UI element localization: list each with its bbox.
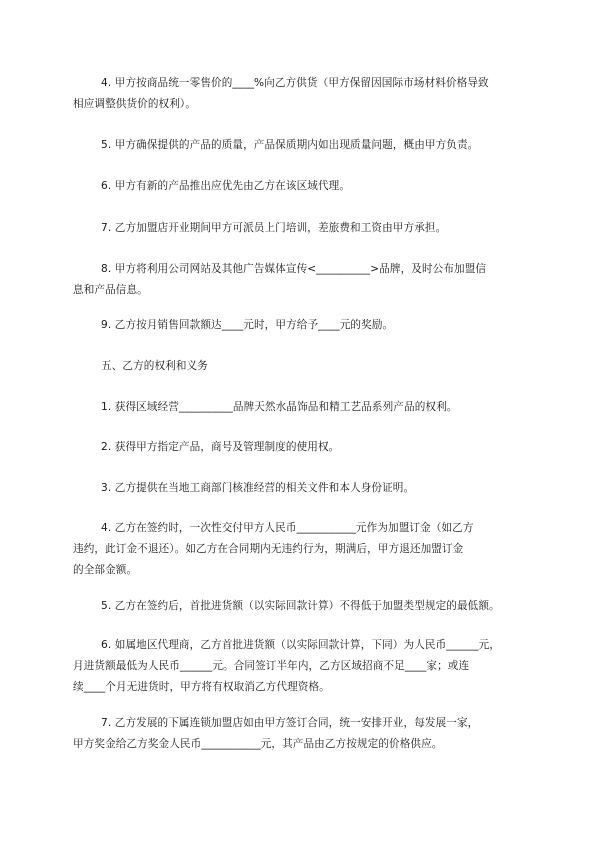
text-line: 违约，此订金不退还）。如乙方在合同期内无违约行为，期满后，甲方退还加盟订金 bbox=[73, 543, 464, 555]
paragraph-b5 bbox=[87, 596, 527, 617]
text-line: 甲方奖金给乙方奖金人民币___________元，其产品由乙方按规定的价格供应。 bbox=[73, 738, 443, 750]
text-line: 续____个月无进货时，甲方将有权取消乙方代理资格。 bbox=[73, 681, 330, 693]
paragraph-b4 bbox=[73, 518, 527, 581]
text-line: 4. 乙方在签约时，一次性交付甲方人民币___________元作为加盟订金（如乙方 bbox=[101, 522, 474, 534]
text-line: 9. 乙方按月销售回款额达____元时，甲方给予____元的奖励。 bbox=[101, 319, 394, 331]
text-line: 2. 获得甲方指定产品，商号及管理制度的使用权。 bbox=[101, 441, 340, 453]
section-title: 五、乙方的权利和义务 bbox=[101, 360, 208, 372]
text-line: 月进货额最低为人民币______元。合同签订半年内，乙方区域招商不足____家；或连 bbox=[73, 660, 470, 672]
paragraph-a5 bbox=[87, 135, 527, 156]
text-line: 8. 甲方将利用公司网站及其他广告媒体宣传<__________>品牌，及时公布加盟信 bbox=[101, 263, 487, 275]
text-line: 7. 乙方加盟店开业期间甲方可派员上门培训，差旅费和工资由甲方承担。 bbox=[101, 222, 447, 234]
paragraph-a9 bbox=[87, 315, 527, 336]
text-line: 6. 甲方有新的产品推出应优先由乙方在该区域代理。 bbox=[101, 180, 351, 192]
text-line: 的全部金额。 bbox=[73, 564, 138, 576]
paragraph-a6 bbox=[87, 176, 527, 197]
text-line: 相应调整供货价的权利）。 bbox=[73, 98, 197, 110]
paragraph-a7 bbox=[87, 218, 527, 239]
paragraph-b3 bbox=[87, 478, 527, 499]
text-line: 7. 乙方发展的下属连锁加盟店如由甲方签订合同，统一安排开业，每发展一家， bbox=[101, 717, 479, 729]
paragraph-b7 bbox=[73, 713, 527, 755]
paragraph-a4 bbox=[73, 73, 527, 115]
text-line: 5. 乙方在签约后，首批进货额（以实际回款计算）不得低于加盟类型规定的最低额。 bbox=[101, 600, 500, 612]
paragraph-a8 bbox=[73, 259, 527, 301]
paragraph-b6 bbox=[73, 635, 527, 698]
section-heading bbox=[87, 356, 527, 377]
text-line: 1. 获得区域经营__________品牌天然水晶饰品和精工艺品系列产品的权利。 bbox=[101, 401, 458, 413]
text-line: 息和产品信息。 bbox=[73, 284, 148, 296]
paragraph-b2 bbox=[87, 437, 527, 458]
text-line: 5. 甲方确保提供的产品的质量，产品保质期内如出现质量问题，概由甲方负责。 bbox=[101, 139, 479, 151]
text-line: 6. 如属地区代理商，乙方首批进货额（以实际回款计算，下同）为人民币______元， bbox=[101, 639, 501, 651]
paragraph-b1 bbox=[87, 397, 527, 418]
text-line: 4. 甲方按商品统一零售价的____%向乙方供货（甲方保留因国际市场材料价格导致 bbox=[101, 77, 489, 89]
text-line: 3. 乙方提供在当地工商部门核准经营的相关文件和本人身份证明。 bbox=[101, 482, 415, 494]
